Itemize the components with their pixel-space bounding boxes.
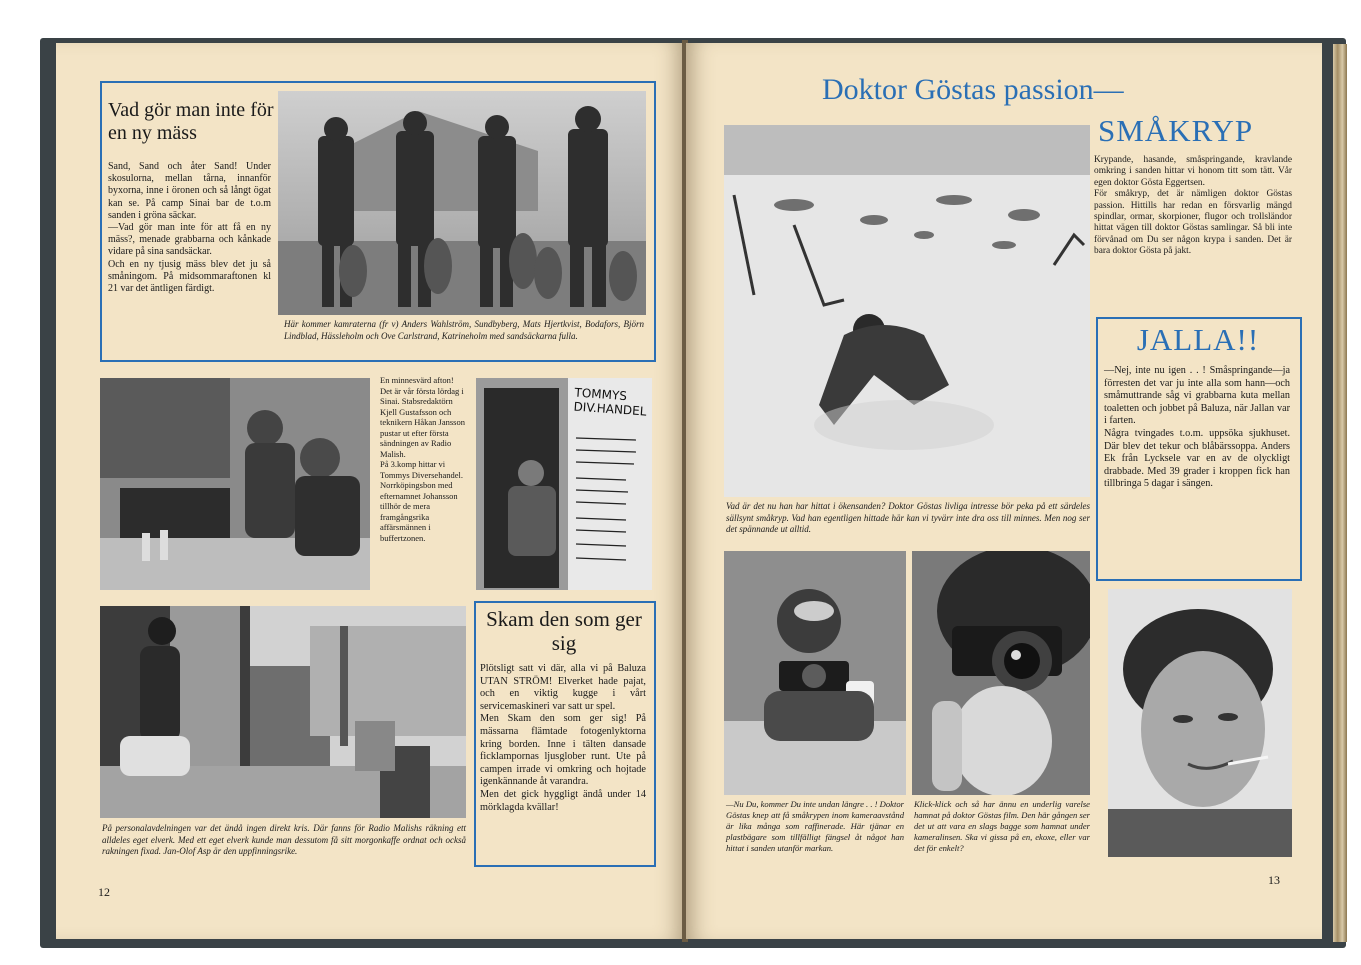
photo-doctor-desert xyxy=(724,125,1090,497)
photo-caption-desert: Vad är det nu han har hittat i ökensanden? Doktor Göstas livliga intresse bör peka på ett särdeles sällsynt småkryp. Vad han egentligen hittade här kan vi tyvärr inte dra oss till minnes. Men nog ser det spännande ut alltid. xyxy=(726,501,1090,534)
photo-caption-camera-right: Klick-klick och så har ännu en underlig varelse hamnat på doktor Göstas film. Den här gången ser det ut att vara en slags bagge som hamnat under kameralinsen. Ska vi gissa på en, ekoxe, eller var det för enkelt? xyxy=(914,799,1090,853)
photo-caption-camera-left: —Nu Du, kommer Du inte undan längre . . ! Doktor Göstas knep att få småkrypen inom kameraavstånd är lika många som raffinerade. Här tjänar en plastbägare som tillfälligt fängsel åt något han hittat i sanden utanför markan. xyxy=(726,799,904,853)
article-title-line2: SMÅKRYP xyxy=(1098,113,1254,148)
intro-text-smakryp: Krypande, hasande, småspringande, kravlande omkring i sanden hittar vi honom titt som tätt. Vår egen doktor Gösta Eggertsen. För småkryp, det är nämligen doktor Göstas passion. Hittills har redan en försvarlig mängd spindlar, ormar, skorpioner, flugor och trollsländor hittat vägen till doktor Göstas samlingar. Så bli inte förvånad om Du ser någon krypa i sanden. Det är bara doktor Gösta på jakt. xyxy=(1094,155,1292,257)
page-number-left: 12 xyxy=(98,885,110,899)
photo-doctor-camera-left xyxy=(724,551,906,795)
article-body-skam: Plötsligt satt vi där, alla vi på Baluza UTAN STRÖM! Elverket hade pajat, och en viktig kugge i vårt servicemaskineri var satt ur spel. Men Skam den som ger sig! På mässarna flämtade fotogenlyktorna kring borden. Inne i tälten dansade ficklampornas ljusglober runt. Ute på campen irrade vi omkring och hojtade igenkännande åt varandra. Men det gick hyggligt ändå under 14 mörklagda kvällar! xyxy=(480,663,646,813)
right-page xyxy=(686,43,1322,939)
photo-sandbags-soldiers xyxy=(278,91,646,315)
photo-doctor-camera-right xyxy=(912,551,1090,795)
photo-caption-sandbags: Här kommer kamraterna (fr v) Anders Wahlström, Sundbyberg, Mats Hjertkvist, Bodafors, Björn Lindblad, Hässleholm och Ove Carlstrand, Katrineholm med sandsäckarna fulla. xyxy=(284,319,644,341)
left-page xyxy=(56,43,684,939)
article-body-new-mess: Sand, Sand och åter Sand! Under skosulorna, mellan tårna, innanför byxorna, inne i öronen och så långt ögat kan se. På camp Sinai bar de t.o.m sanden i gröna säckar. —Vad gör man inte för att få en ny mäss?, menade grabbarna och kånkade vidare på sina sandsäckar. Och en ny tjusig mäss blev det ju så småningom. På midsommaraftonen kl 21 var det äntligen färdigt. xyxy=(108,161,271,295)
photo-radio-malish-studio xyxy=(100,378,370,590)
article-title-jalla: JALLA!! xyxy=(1136,322,1260,357)
photo-tommys-store xyxy=(476,378,652,590)
caption-radio-and-store: En minnesvärd afton! Det är vår första lördag i Sinai. Stabsredaktörn Kjell Gustafsson och teknikern Håkan Jansson pustar ut efter första sändningen av Radio Malish. På 3.komp hittar vi Tommys Diversehandel. Norrköpingsbon med efternamnet Johansson tillhör de mera framgångsrika affärsmännen i buffertzonen. xyxy=(380,375,465,543)
photo-man-with-cigarette xyxy=(1108,589,1292,857)
article-title-skam: Skam den som ger sig xyxy=(486,607,642,655)
photo-caption-generator: På personalavdelningen var det ändå ingen direkt kris. Där fanns för Radio Malishs räkning ett alldeles eget elverk. Med ett eget elverk kunde man dessutom få sitt morgonkaffe ordnat och också rakningen fixad. Jan-Olof Asp är den uppfinningsrike. xyxy=(102,823,466,856)
page-number-right: 13 xyxy=(1268,873,1280,887)
book-page-edge xyxy=(1333,44,1347,942)
article-title-new-mess: Vad gör man inte för en ny mäss xyxy=(108,99,274,144)
article-title-line1: Doktor Göstas passion— xyxy=(822,73,1124,106)
article-body-jalla: —Nej, inte nu igen . . ! Småspringande—ja förresten det var ju inte alla som hann—och småmuttrande såg vi grabbarna kuta mellan toaletten och jobbet på Baluza, när Jallan var i farten. Några tvingades t.o.m. uppsöka sjukhuset. Där blev det tekur och blåbärssoppa. Anders Ek från Lycksele var en av de olyckligt drabbade. Med 39 grader i kroppen fick han tillbringa 5 dagar i sängen. xyxy=(1104,365,1290,490)
store-sign-text: TOMMYS DIV.HANDEL xyxy=(573,385,647,419)
photo-generator-shaving xyxy=(100,606,466,818)
